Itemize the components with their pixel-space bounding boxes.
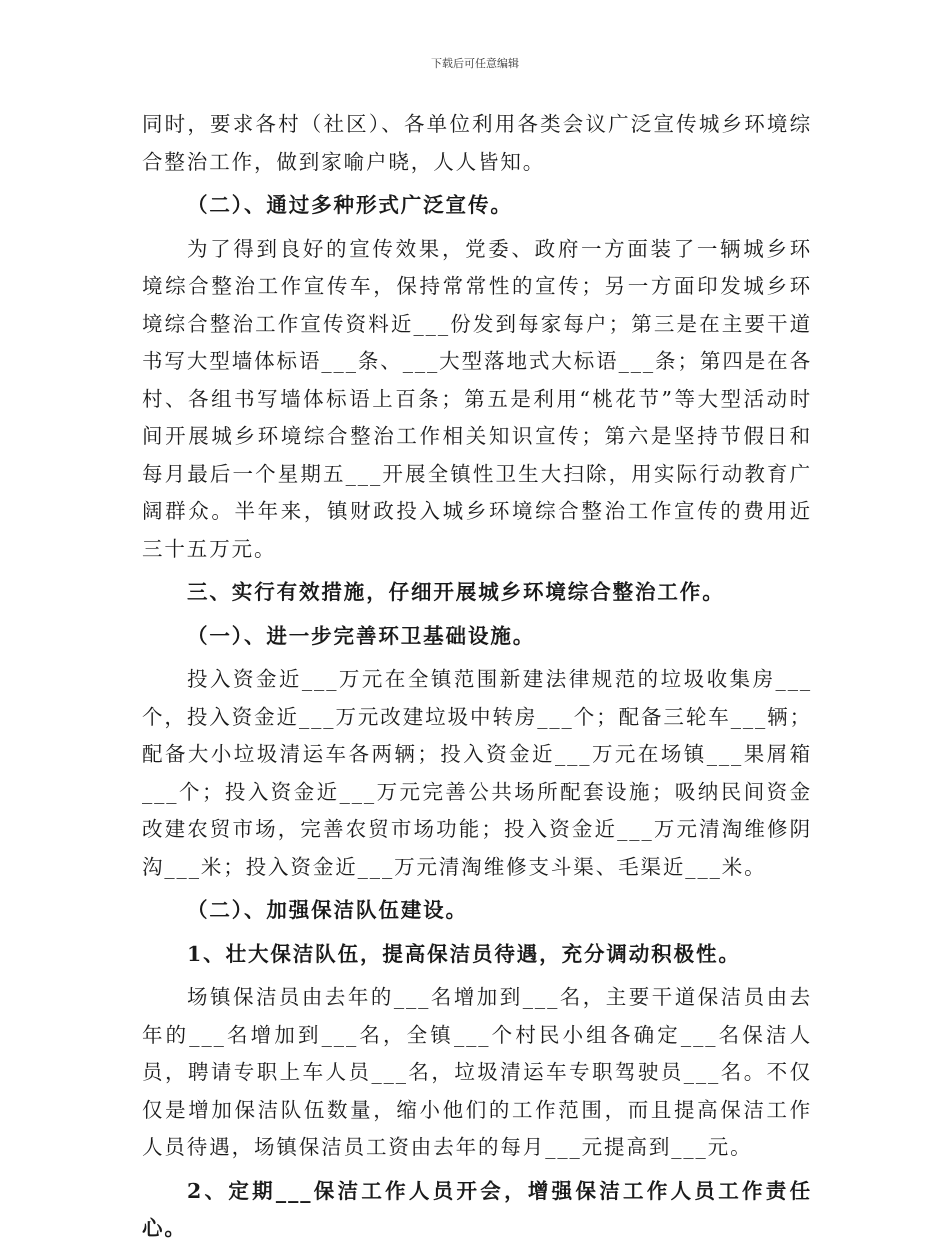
paragraph-publicity-methods: 为了得到良好的宣传效果，党委、政府一方面装了一辆城乡环境综合整治工作宣传车，保持常常性的宣传；另一方面印发城乡环境综合整治工作宣传资料近___份发到每家每户；第三是在主要干道书写大型墙体标语___条、___大型落地式大标语___条；第四是在各村、各组书写墙体标语上百条；第五是利用“桃花节”等大型活动时间开展城乡环境综合整治工作相关知识宣传；第六是坚持节假日和每月最后一个星期五___开展全镇性卫生大扫除，用实际行动教育广阔群众。半年来，镇财政投入城乡环境综合整治工作宣传的费用近三十五万元。 — [142, 236, 812, 561]
page-header-note: 下载后可任意编辑 — [431, 57, 519, 70]
heading-item-2: 2、定期___保洁工作人员开会，增强保洁工作人员工作责任心。 — [142, 1178, 812, 1240]
heading-section-3-1: （一）、进一步完善环卫基础设施。 — [187, 623, 536, 648]
paragraph-infrastructure: 投入资金近___万元在全镇范围新建法律规范的垃圾收集房___个，投入资金近___万元改建垃圾中转房___个；配备三轮车___辆；配备大小垃圾清运车各两辆；投入资金近___万元在场镇___果屑箱___个；投入资金近___万元完善公共场所配套设施；吸纳民间资金改建农贸市场，完善农贸市场功能；投入资金近___万元清淘维修阴沟___米；投入资金近___万元清淘维修支斗渠、毛渠近___米。 — [142, 667, 812, 879]
heading-section-3: 三、实行有效措施，仔细开展城乡环境综合整治工作。 — [187, 580, 725, 604]
heading-section-3-2: （二）、加强保洁队伍建设。 — [187, 898, 468, 922]
paragraph-intro-continuation: 同时，要求各村（社区）、各单位利用各类会议广泛宣传城乡环境综合整治工作，做到家喻户晓，人人皆知。 — [142, 112, 812, 174]
document-body — [142, 106, 812, 1248]
heading-item-1: 1、壮大保洁队伍，提高保洁员待遇，充分调动积极性。 — [187, 941, 741, 966]
paragraph-cleaning-staff: 场镇保洁员由去年的___名增加到___名，主要干道保洁员由去年的___名增加到___名，全镇___个村民小组各确定___名保洁人员，聘请专职上车人员___名，垃圾清运车专职驾驶员___名。不仅仅是增加保洁队伍数量，缩小他们的工作范围，而且提高保洁工作人员待遇，场镇保洁员工资由去年的每月___元提高到___元。 — [142, 985, 812, 1159]
heading-section-2-2: （二）、通过多种形式广泛宣传。 — [187, 193, 513, 217]
